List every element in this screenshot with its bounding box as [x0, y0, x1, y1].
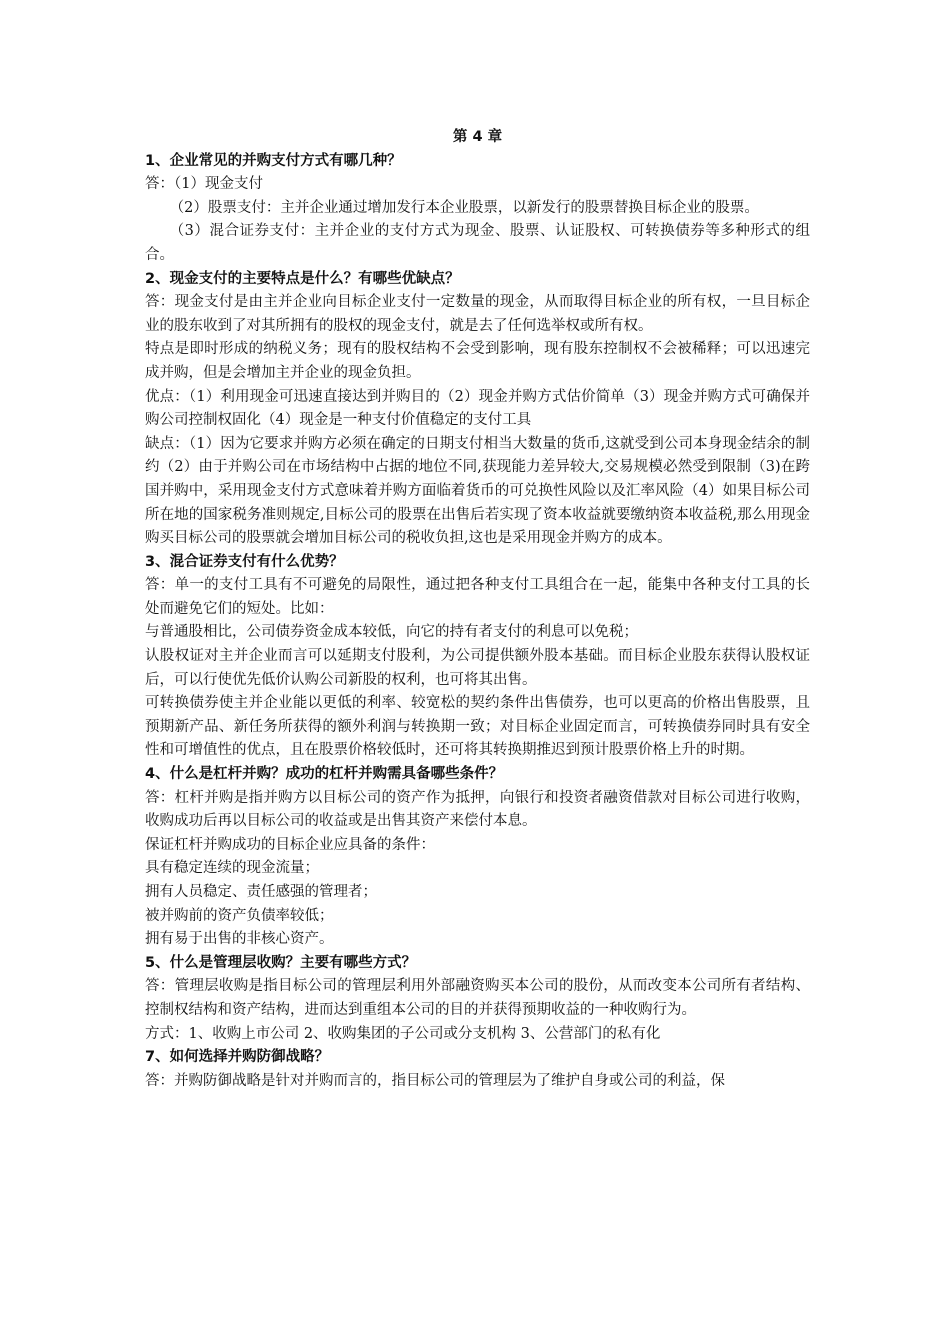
answer-7-para-1: 答：并购防御战略是针对并购而言的，指目标公司的管理层为了维护自身或公司的利益，保 [145, 1072, 725, 1089]
answer-4-condition-3: 被并购前的资产负债率较低； [145, 907, 334, 924]
question-7-heading: 7、如何选择并购防御战略？ [145, 1049, 330, 1066]
question-2-heading: 2、现金支付的主要特点是什么？有哪些优缺点？ [145, 270, 460, 287]
answer-4-condition-2: 拥有人员稳定、责任感强的管理者； [145, 884, 377, 900]
answer-3-para-2: 与普通股相比，公司债券资金成本较低，向它的持有者支付的利息可以免税； [145, 624, 638, 641]
document-page [145, 126, 810, 1093]
answer-2-para-2: 特点是即时形成的纳税义务；现有的股权结构不会受到影响，现有股东控制权不会被稀释；可以迅速完成并购，但是会增加主并企业的现金负担。 [145, 341, 810, 381]
question-1-heading: 1、企业常见的并购支付方式有哪几种？ [145, 152, 402, 169]
chapter-title: 第 4 章 [452, 129, 503, 145]
question-4-heading: 4、什么是杠杆并购？成功的杠杆并购需具备哪些条件？ [145, 766, 504, 783]
question-3-heading: 3、混合证券支付有什么优势？ [145, 553, 344, 570]
answer-1-line-3: （3）混合证券支付：主并企业的支付方式为现金、股票、认证股权、可转换债券等多种形式的组合。 [145, 223, 810, 263]
answer-2-disadvantages: 缺点：（1）因为它要求并购方必须在确定的日期支付相当大数量的货币,这就受到公司本身现金结余的制约（2）由于并购公司在市场结构中占据的地位不同,获现能力差异较大,交易规模必然受到限制（3)在跨国并购中，采用现金支付方式意味着并购方面临着货币的可兑换性风险以及汇率风险（4）如果目标公司所在地的国家税务准则规定,目标公司的股票在出售后若实现了资本收益就要缴纳资本收益税,那么用现金购买目标公司的股票就会增加目标公司的税收负担,这也是采用现金并购方的成本。 [145, 435, 810, 547]
answer-2-para-1: 答：现金支付是由主并企业向目标企业支付一定数量的现金，从而取得目标企业的所有权，一旦目标企业的股东收到了对其所拥有的股权的现金支付，就是去了任何选举权或所有权。 [145, 294, 810, 334]
answer-2-advantages: 优点：（1）利用现金可迅速直接达到并购目的（2）现金并购方式估价简单（3）现金并购方式可确保并购公司控制权固化（4）现金是一种支付价值稳定的支付工具 [145, 388, 810, 429]
answer-5-methods: 方式：1、收购上市公司 2、收购集团的子公司或分支机构 3、公营部门的私有化 [145, 1025, 661, 1042]
answer-3-para-1: 答：单一的支付工具有不可避免的局限性，通过把各种支付工具组合在一起，能集中各种支付工具的长处而避免它们的短处。比如： [145, 577, 810, 617]
answer-1-line-1: 答：（1）现金支付 [145, 176, 263, 193]
answer-4-para-2: 保证杠杆并购成功的目标企业应具备的条件： [145, 836, 435, 853]
answer-3-para-4: 可转换债券使主并企业能以更低的利率、较宽松的契约条件出售债券，也可以更高的价格出售股票，且预期新产品、新任务所获得的额外利润与转换期一致；对目标企业固定而言，可转换债券同时具有安全性和可增值性的优点，且在股票价格较低时，还可将其转换期推迟到预计股票价格上升的时期。 [145, 695, 810, 759]
answer-4-para-1: 答：杠杆并购是指并购方以目标公司的资产作为抵押，向银行和投资者融资借款对目标公司进行收购，收购成功后再以目标公司的收益或是出售其资产来偿付本息。 [145, 789, 810, 830]
answer-5-para-1: 答：管理层收购是指目标公司的管理层利用外部融资购买本公司的股份，从而改变本公司所有者结构、控制权结构和资产结构，进而达到重组本公司的目的并获得预期收益的一种收购行为。 [145, 978, 810, 1018]
question-5-heading: 5、什么是管理层收购？主要有哪些方式？ [145, 954, 417, 971]
answer-4-condition-4: 拥有易于出售的非核心资产。 [145, 931, 334, 948]
answer-3-para-3: 认股权证对主并企业而言可以延期支付股利，为公司提供额外股本基础。而目标企业股东获得认股权证后，可以行使优先低价认购公司新股的权利，也可将其出售。 [145, 648, 810, 688]
answer-4-condition-1: 具有稳定连续的现金流量； [145, 860, 319, 877]
answer-1-line-2: （2）股票支付：主并企业通过增加发行本企业股票，以新发行的股票替换目标企业的股票。 [169, 199, 759, 216]
